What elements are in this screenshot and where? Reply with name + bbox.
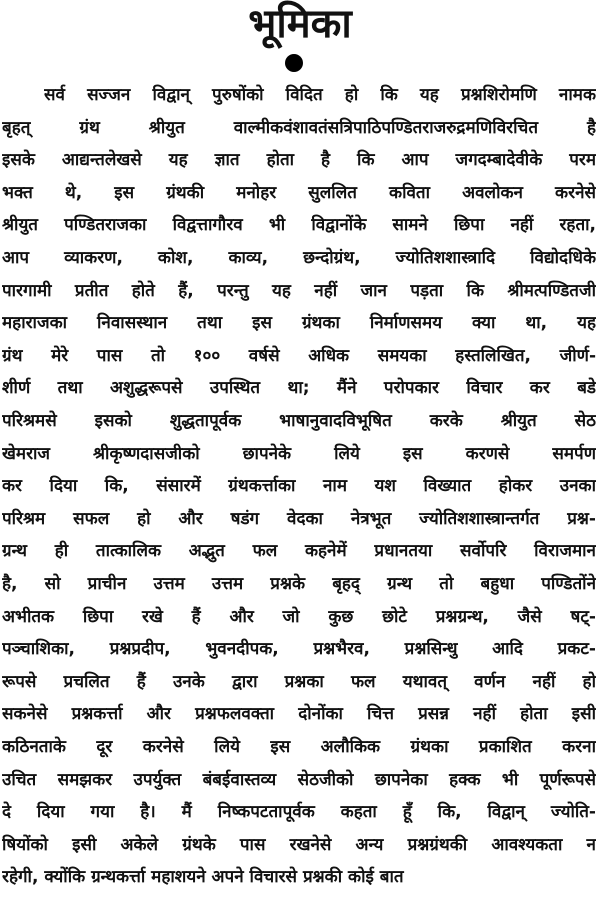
- text-line: रूपसे प्रचलित हैं उनके द्वारा प्रश्नका फल यथावत् वर्णन नहीं हो: [2, 671, 596, 692]
- text-line: खेमराज श्रीकृष्णदासजीको छापनेके लिये इस करणसे समर्पण: [2, 443, 596, 464]
- text-line: बृहत् ग्रंथ श्रीयुत वाल्मीकवंशावतंसत्रिपाठिपण्डितराजरुद्रमणिविरचित है: [2, 117, 596, 138]
- text-line: इसके आद्यन्तलेखसे यह ज्ञात होता है कि आप जगदम्बादेवीके परम: [2, 150, 596, 171]
- text-line: अभीतक छिपा रखे हैं और जो कुछ छोटे प्रश्नग्रन्थ, जैसे षट्-: [2, 606, 596, 627]
- title-ornament-dot: [285, 54, 303, 72]
- text-line: है, सो प्राचीन उत्तम उत्तम प्रश्नके बृहद् ग्रन्थ तो बहुधा पण्डितोंने: [2, 574, 596, 594]
- text-line: उचित समझकर उपर्युक्त बंबईवास्तव्य सेठजीको छापनेका हक्क भी पूर्णरूपसे: [2, 769, 596, 790]
- text-line: पारगामी प्रतीत होते हैं, परन्तु यह नहीं जान पड़ता कि श्रीमत्पण्डितजी: [2, 280, 596, 301]
- text-line: परिश्रम सफल हो और षडंग वेदका नेत्रभूत ज्योतिशशास्त्रान्तर्गत प्रश्न-: [2, 508, 596, 529]
- text-line: महाराजका निवासस्थान तथा इस ग्रंथका निर्माणसमय क्या था, यह: [2, 313, 596, 334]
- page-title: भूमिका: [248, 1, 352, 47]
- text-line: आप व्याकरण, कोश, काव्य, छन्दोग्रंथ, ज्योतिशशास्त्रादि विद्योदधिके: [2, 248, 596, 268]
- text-line: ग्रंथ मेरे पास तो १०० वर्षसे अधिक समयका हस्तलिखित, जीर्ण-: [2, 345, 596, 366]
- text-line: सकनेसे प्रश्नकर्त्ता और प्रश्नफलवक्ता दोनोंका चित्त प्रसन्न नहीं होता इसी: [2, 704, 596, 725]
- text-line: कठिनताके दूर करनेसे लिये इस अलौकिक ग्रंथका प्रकाशित करना: [2, 737, 596, 757]
- text-line: शीर्ण तथा अशुद्धरूपसे उपस्थित था; मैंने परोपकार विचार कर बडे: [2, 378, 596, 399]
- text-line: श्रीयुत पण्डितराजका विद्वत्तागौरव भी विद्वानोंके सामने छिपा नहीं रहता,: [2, 215, 596, 236]
- text-line: परिश्रमसे इसको शुद्धतापूर्वक भाषानुवादविभूषित करके श्रीयुत सेठ: [2, 411, 596, 431]
- text-line: दे दिया गया है। मैं निष्कपटतापूर्वक कहता हूँ कि, विद्वान् ज्योति-: [2, 802, 596, 823]
- text-line: रहेगी, क्योंकि ग्रन्थकर्त्ता महाशयने अपने विचारसे प्रश्नकी कोई बात: [2, 867, 404, 888]
- text-line: षियोंको इसी अकेले ग्रंथके पास रखनेसे अन्य प्रश्नग्रंथकी आवश्यकता न: [2, 834, 596, 855]
- text-line: कर दिया कि, संसारमें ग्रंथकर्त्ताका नाम यश विख्यात होकर उनका: [2, 476, 596, 497]
- text-line: सर्व सज्जन विद्वान् पुरुषोंको विदित हो कि यह प्रश्नशिरोमणि नामक: [44, 85, 596, 105]
- text-line: ग्रन्थ ही तात्कालिक अद्भुत फल कहनेमें प्रधानतया सर्वोपरि विराजमान: [2, 541, 596, 562]
- text-line: पञ्चाशिका, प्रश्नप्रदीप, भुवनदीपक, प्रश्नभैरव, प्रश्नसिन्धु आदि प्रकट-: [2, 639, 596, 660]
- text-line: भक्त थे, इस ग्रंथकी मनोहर सुललित कविता अवलोकन करनेसे: [2, 182, 596, 203]
